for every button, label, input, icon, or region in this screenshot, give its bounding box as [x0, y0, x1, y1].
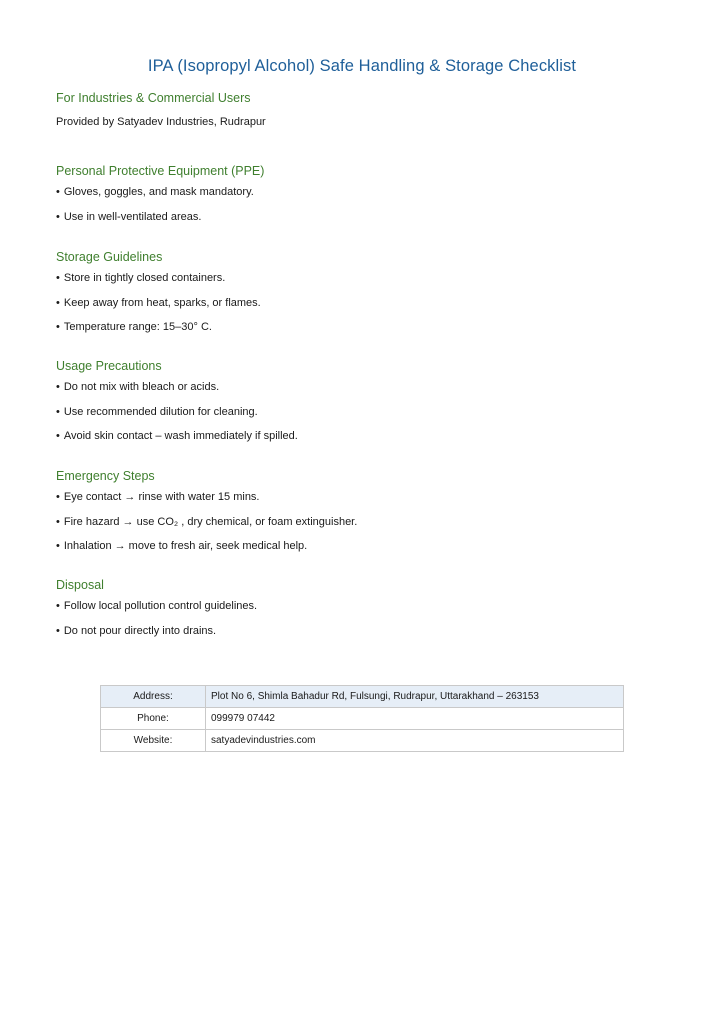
list-item-text: Gloves, goggles, and mask mandatory. [63, 186, 254, 198]
list-item [56, 539, 676, 564]
list-item-text: Inhalation → move to fresh air, seek medical help. [63, 540, 308, 552]
list-item [56, 490, 676, 515]
address-label: Address: [101, 686, 206, 708]
section-heading: Disposal [56, 578, 104, 592]
list-item-text: Do not mix with bleach or acids. [63, 381, 220, 393]
table-row [101, 686, 624, 708]
list-item [56, 624, 676, 649]
phone-label: Phone: [101, 708, 206, 730]
checklist [56, 185, 676, 234]
list-item [56, 599, 676, 624]
bullet-icon: • [56, 272, 60, 284]
bullet-icon: • [56, 600, 60, 612]
address-value: Plot No 6, Shimla Bahadur Rd, Fulsungi, Rudrapur, Uttarakhand – 263153 [206, 686, 624, 708]
checklist [56, 599, 676, 648]
list-item-text: Temperature range: 15–30° C. [63, 321, 212, 333]
list-item [56, 296, 676, 321]
table-row [101, 730, 624, 752]
list-item [56, 405, 676, 430]
list-item-text: Follow local pollution control guidelines. [63, 600, 258, 612]
list-item-text: Fire hazard → use CO₂ , dry chemical, or foam extinguisher. [63, 515, 358, 528]
document-subtitle: For Industries & Commercial Users [56, 91, 251, 105]
website-label: Website: [101, 730, 206, 752]
section-ppe [56, 162, 676, 234]
list-item [56, 380, 676, 405]
checklist [56, 271, 676, 345]
bullet-icon: • [56, 430, 60, 442]
table-row [101, 708, 624, 730]
list-item-text: Do not pour directly into drains. [63, 624, 217, 637]
section-usage [56, 357, 676, 454]
list-item [56, 515, 676, 540]
section-emergency [56, 467, 676, 564]
section-heading: Emergency Steps [56, 469, 155, 483]
list-item [56, 271, 676, 296]
bullet-icon: • [56, 321, 60, 333]
section-heading: Personal Protective Equipment (PPE) [56, 164, 265, 178]
phone-value: 099979 07442 [206, 708, 624, 730]
list-item-text: Keep away from heat, sparks, or flames. [63, 296, 261, 309]
section-heading: Storage Guidelines [56, 250, 163, 264]
list-item-text: Use in well-ventilated areas. [63, 210, 202, 223]
checklist [56, 490, 676, 564]
website-value: satyadevindustries.com [206, 730, 624, 752]
bullet-icon: • [56, 381, 60, 393]
bullet-icon: • [56, 186, 60, 198]
checklist [56, 380, 676, 454]
section-heading: Usage Precautions [56, 359, 162, 373]
list-item [56, 429, 676, 454]
bullet-icon: • [56, 210, 60, 223]
bullet-icon: • [56, 405, 60, 418]
list-item-text: Store in tightly closed containers. [63, 272, 226, 284]
list-item [56, 185, 676, 210]
document-title: IPA (Isopropyl Alcohol) Safe Handling & Storage Checklist [147, 57, 577, 75]
bullet-icon: • [56, 624, 60, 637]
list-item [56, 320, 676, 345]
list-item-text: Use recommended dilution for cleaning. [63, 405, 258, 418]
bullet-icon: • [56, 296, 60, 309]
provided-by-line: Provided by Satyadev Industries, Rudrapur [56, 116, 266, 128]
section-disposal [56, 576, 676, 648]
list-item-text: Eye contact → rinse with water 15 mins. [63, 491, 260, 503]
bullet-icon: • [56, 491, 60, 503]
contact-table [100, 685, 624, 752]
bullet-icon: • [56, 515, 60, 528]
list-item [56, 210, 676, 235]
list-item-text: Avoid skin contact – wash immediately if spilled. [63, 430, 298, 442]
section-storage [56, 248, 676, 345]
bullet-icon: • [56, 540, 60, 552]
